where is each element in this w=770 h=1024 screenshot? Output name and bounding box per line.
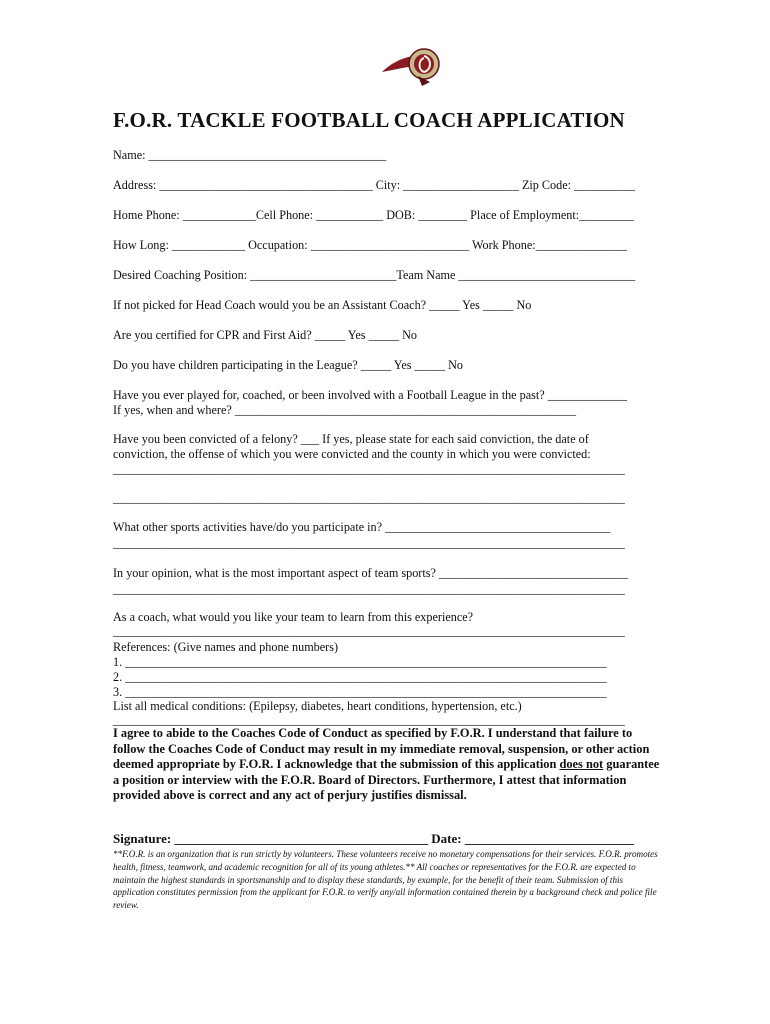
phone-dob-employment-field[interactable]: Home Phone: ____________Cell Phone: ___________ DOB: ________ Place of Employment:_________: [113, 208, 634, 222]
felony-question-cont: conviction, the offense of which you were convicted and the county in which you were convicted:: [113, 447, 591, 461]
address-city-zip-field[interactable]: Address: ___________________________________ City: ___________________ Zip Code: __________: [113, 178, 636, 192]
name-field[interactable]: Name: _______________________________________: [113, 148, 387, 162]
learn-answer-line[interactable]: ____________________________________________________________________________________: [113, 624, 625, 638]
agreement-underlined: does not: [559, 757, 604, 771]
page-title: F.O.R. TACKLE FOOTBALL COACH APPLICATION: [113, 108, 625, 132]
footnote-text: **F.O.R. is an organization that is run strictly by volunteers. These volunteers receive no monetary compensations for their services. F.O.R. promotes health, fitness, teamwork, and academic recognition for all of its young athletes.** All coaches or representatives for the F.O.R. are expected to maintain the highest standards in sportsmanship and to display these standards, by example, for the benefit of their team. Submission of this application constitutes permission from the applicant for F.O.R. to verify any/all information contained therein by a background check and police file review.: [113, 849, 658, 911]
howlong-occupation-workphone-field[interactable]: How Long: ____________ Occupation: __________________________ Work Phone:_______________: [113, 238, 628, 252]
agreement-text-end: guarantee a position or interview with the F.O.R. Board of Directors. Furthermore, I attest that information provided above is correct and any act of perjury justifies dismissal.: [113, 757, 660, 802]
reference-1-line[interactable]: 1. _______________________________________________________________________________: [113, 655, 607, 669]
agreement-text-start: I agree to abide to the Coaches Code of Conduct as specified by F.O.R. I understand that failure to follow the Coaches Code of Conduct may result in my immediate removal, suspension, or other action deemed appropriate by F.O.R. I acknowledge that the submission of this application: [113, 726, 650, 771]
cpr-question[interactable]: Are you certified for CPR and First Aid? _____ Yes _____ No: [113, 328, 417, 342]
sports-question[interactable]: What other sports activities have/do you participate in? _____________________________________: [113, 520, 611, 534]
felony-answer-line-1[interactable]: ____________________________________________________________________________________: [113, 462, 625, 476]
felony-question: Have you been convicted of a felony? ___ If yes, please state for each said conviction, the date of: [113, 432, 589, 446]
ram-mascot-logo: [378, 42, 442, 88]
reference-3-line[interactable]: 3. _______________________________________________________________________________: [113, 685, 607, 699]
league-history-question[interactable]: Have you ever played for, coached, or been involved with a Football League in the past? _____________: [113, 388, 627, 402]
position-team-field[interactable]: Desired Coaching Position: ________________________Team Name _____________________________: [113, 268, 636, 282]
signature-date-line[interactable]: Signature: _______________________________________ Date: __________________________: [113, 831, 634, 846]
league-history-when-where[interactable]: If yes, when and where? ________________________________________________________: [113, 403, 577, 417]
children-question[interactable]: Do you have children participating in the League? _____ Yes _____ No: [113, 358, 463, 372]
sports-answer-line[interactable]: ____________________________________________________________________________________: [113, 536, 625, 550]
agreement-statement: [113, 726, 663, 804]
assistant-coach-question[interactable]: If not picked for Head Coach would you be an Assistant Coach? _____ Yes _____ No: [113, 298, 532, 312]
learn-question: As a coach, what would you like your team to learn from this experience?: [113, 610, 474, 624]
felony-answer-line-2[interactable]: ____________________________________________________________________________________: [113, 491, 625, 505]
reference-2-line[interactable]: 2. _______________________________________________________________________________: [113, 670, 607, 684]
references-label: References: (Give names and phone numbers): [113, 640, 339, 654]
team-sports-answer-line[interactable]: ____________________________________________________________________________________: [113, 582, 625, 596]
medical-conditions-line[interactable]: ____________________________________________________________________________________: [113, 713, 625, 727]
medical-conditions-label: List all medical conditions: (Epilepsy, diabetes, heart conditions, hypertension, etc.): [113, 699, 522, 713]
team-sports-question[interactable]: In your opinion, what is the most important aspect of team sports? _______________________________: [113, 566, 628, 580]
